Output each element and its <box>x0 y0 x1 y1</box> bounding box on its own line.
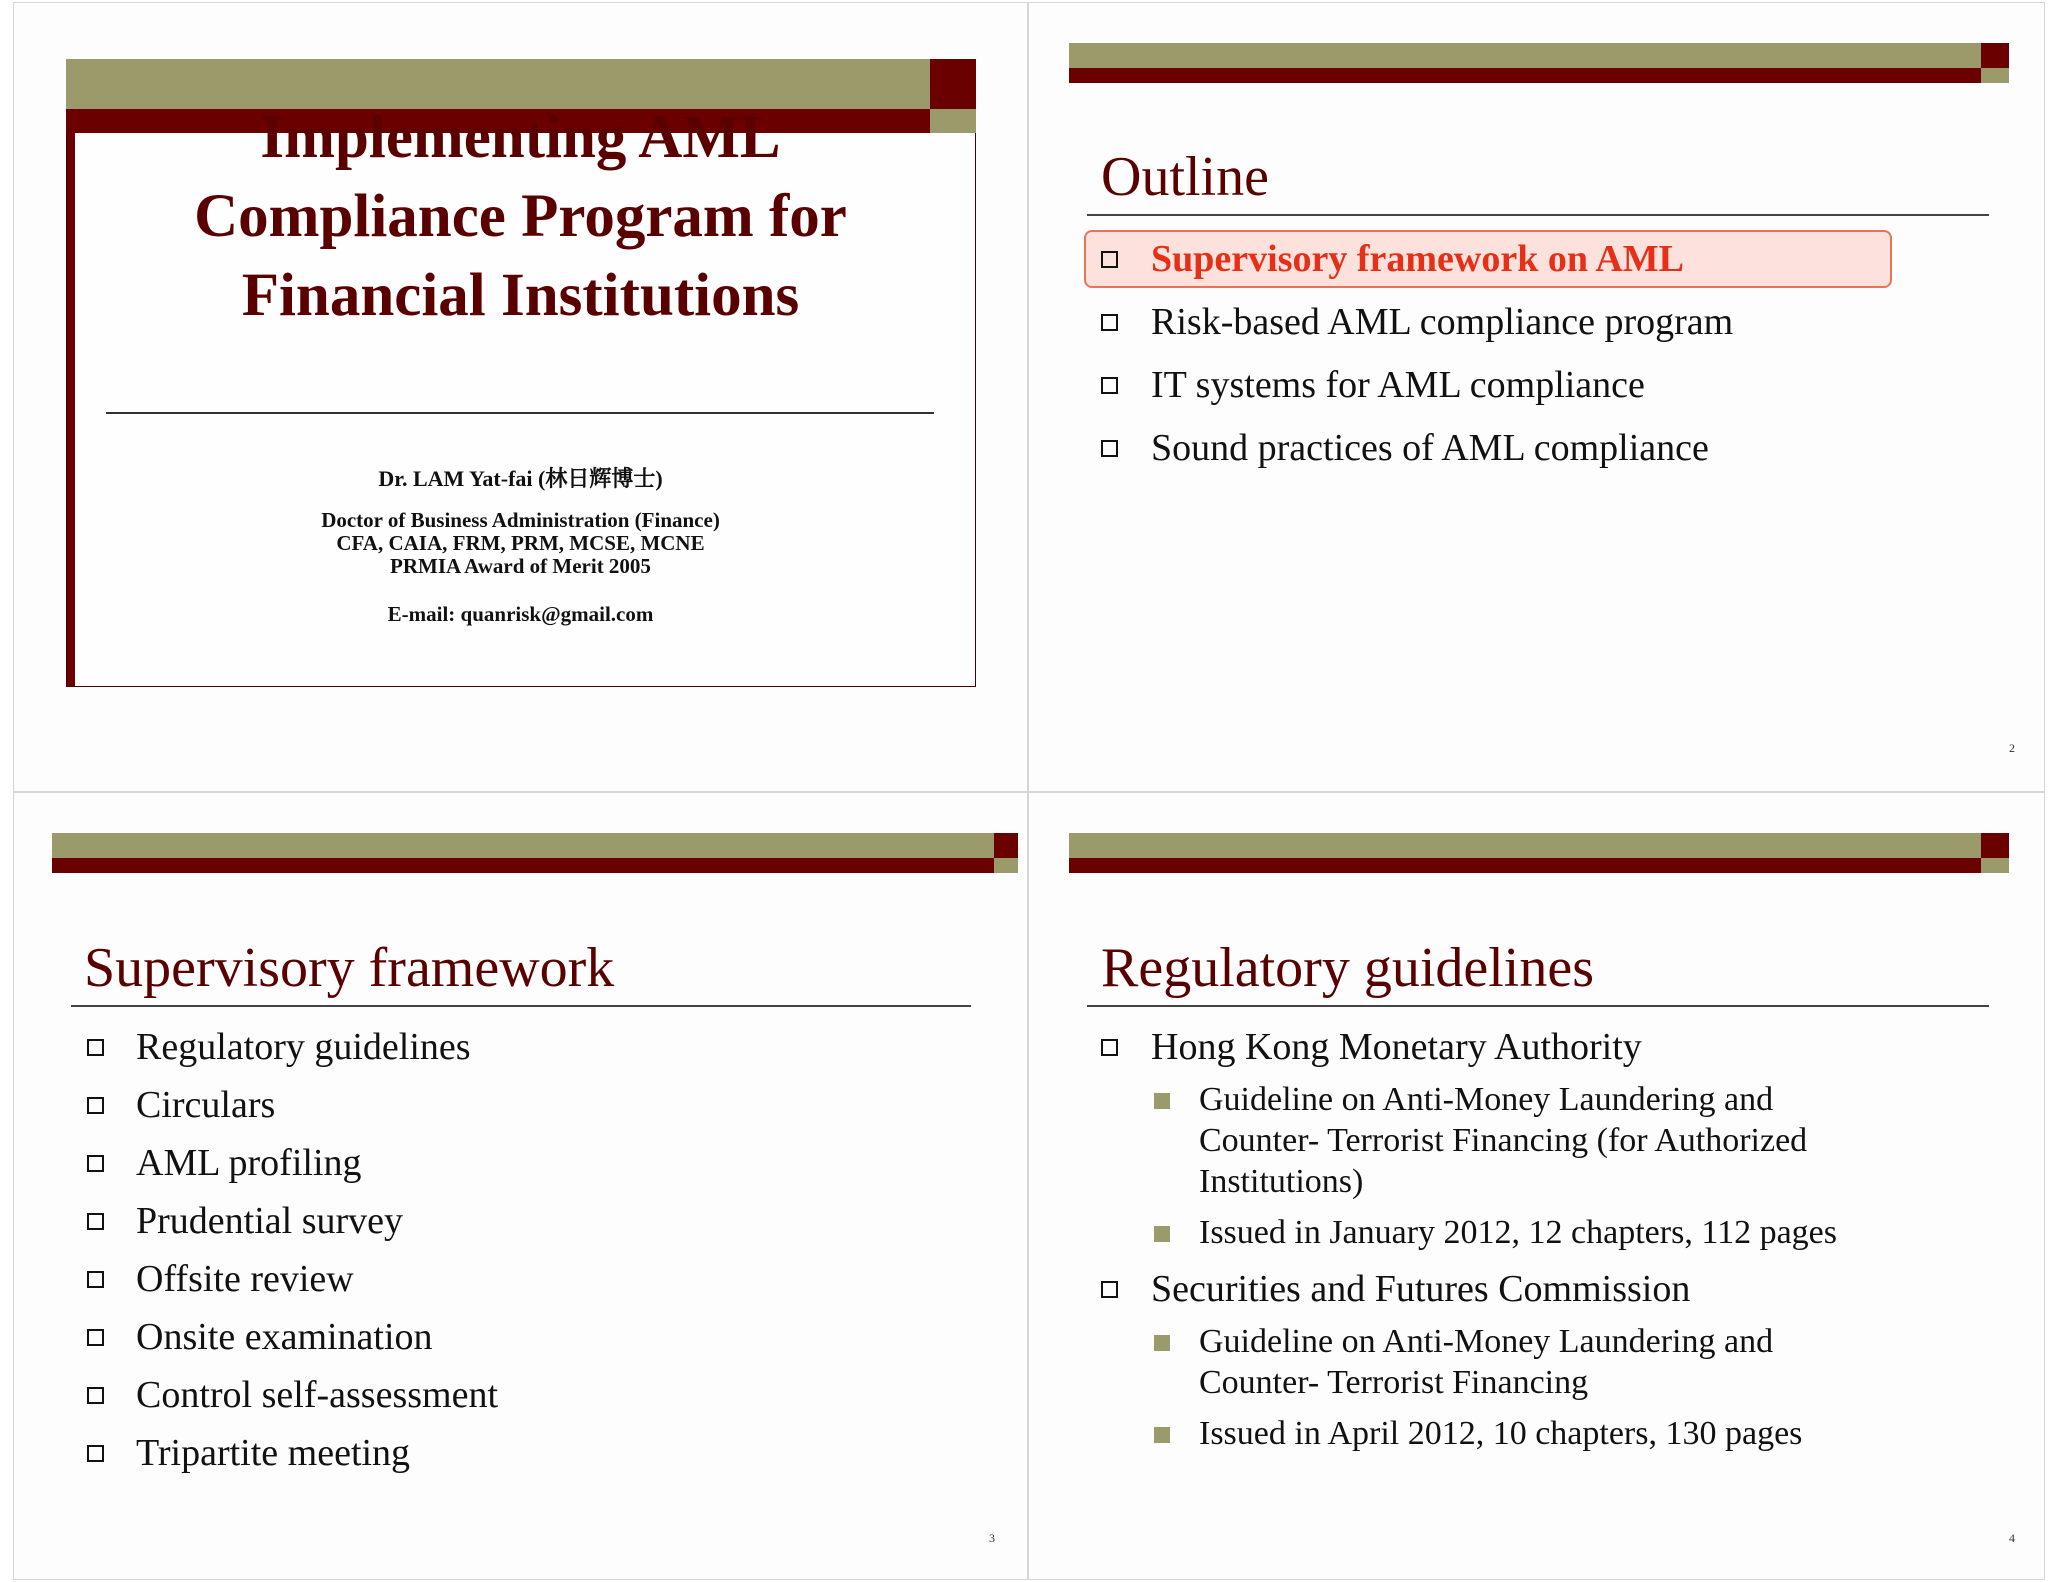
title-line: Financial Institutions <box>241 262 800 329</box>
sub-item-line: Guideline on Anti-Money Laundering and <box>1199 1081 1774 1118</box>
list-item: Control self-assessment <box>136 1374 499 1416</box>
title-divider <box>106 412 934 414</box>
list-item: AML profiling <box>136 1142 362 1184</box>
author-email: E-mail: quanrisk@gmail.com <box>387 602 654 626</box>
section-heading: Hong Kong Monetary Authority <box>1151 1026 1642 1068</box>
sub-item-line: Issued in January 2012, 12 chapters, 112 pages <box>1199 1214 1837 1251</box>
page-number: 3 <box>989 1531 995 1545</box>
bullet-box-icon <box>1101 1281 1118 1298</box>
bullet-box-icon <box>1101 251 1118 268</box>
header-bar-olive <box>52 833 994 858</box>
header-square-red <box>994 833 1018 858</box>
sub-item-line: Guideline on Anti-Money Laundering and <box>1199 1323 1774 1360</box>
sub-item-line: Counter- Terrorist Financing <box>1199 1364 1589 1401</box>
bullet-box-icon <box>87 1213 104 1230</box>
sub-bullet-square-icon <box>1154 1427 1170 1443</box>
bullet-box-icon <box>1101 314 1118 331</box>
header-square-olive <box>1981 858 2009 873</box>
outline-item-active: Supervisory framework on AML <box>1151 238 1685 280</box>
list-item: Tripartite meeting <box>136 1432 411 1474</box>
header-bar-red <box>52 858 1018 873</box>
slide-1 <box>13 2 1028 792</box>
sub-bullet-square-icon <box>1154 1335 1170 1351</box>
title-line: Implementing AML <box>260 104 781 171</box>
sub-item-line: Issued in April 2012, 10 chapters, 130 pages <box>1199 1415 1803 1452</box>
title-line: Compliance Program for <box>194 183 847 250</box>
slide-title: Regulatory guidelines <box>1101 937 1595 999</box>
author-name: Dr. LAM Yat-fai (林日辉博士) <box>378 466 663 491</box>
sub-item-line: Counter- Terrorist Financing (for Authorized <box>1199 1122 1808 1159</box>
slide-title: Outline <box>1101 146 1269 208</box>
slide-2 <box>1028 2 2045 792</box>
outline-item: Sound practices of AML compliance <box>1151 427 1709 469</box>
bullet-box-icon <box>87 1387 104 1404</box>
header-square-red <box>1981 833 2009 858</box>
credential-line: CFA, CAIA, FRM, PRM, MCSE, MCNE <box>336 531 705 555</box>
header-square-red <box>1981 43 2009 68</box>
title-underline <box>1087 214 1989 216</box>
page-number: 4 <box>2009 1531 2015 1545</box>
header-bar-red <box>1069 68 2009 83</box>
title-underline <box>1087 1005 1989 1007</box>
outline-item: IT systems for AML compliance <box>1151 364 1645 406</box>
header-bar-red <box>1069 858 2009 873</box>
outline-item: Risk-based AML compliance program <box>1151 301 1734 343</box>
bullet-box-icon <box>1101 377 1118 394</box>
list-item: Circulars <box>136 1084 276 1126</box>
bullet-box-icon <box>87 1445 104 1462</box>
list-item: Regulatory guidelines <box>136 1026 471 1068</box>
slide-title: Supervisory framework <box>84 937 615 999</box>
bullet-box-icon <box>87 1097 104 1114</box>
slide-3 <box>13 792 1028 1580</box>
credential-line: Doctor of Business Administration (Finance) <box>321 508 720 532</box>
page-number: 2 <box>2009 741 2015 755</box>
section-heading: Securities and Futures Commission <box>1151 1268 1691 1310</box>
header-square-olive <box>994 858 1018 873</box>
list-item: Onsite examination <box>136 1316 433 1358</box>
sub-bullet-square-icon <box>1154 1093 1170 1109</box>
bullet-box-icon <box>87 1039 104 1056</box>
bullet-box-icon <box>87 1329 104 1346</box>
credential-line: PRMIA Award of Merit 2005 <box>390 554 651 578</box>
header-square-olive <box>1981 68 2009 83</box>
header-bar-olive <box>1069 833 1981 858</box>
bullet-box-icon <box>1101 440 1118 457</box>
list-item: Prudential survey <box>136 1200 404 1242</box>
sub-bullet-square-icon <box>1154 1226 1170 1242</box>
presentation-title <box>64 98 977 335</box>
bullet-box-icon <box>1101 1039 1118 1056</box>
header-bar-olive <box>1069 43 1981 68</box>
bullet-box-icon <box>87 1271 104 1288</box>
sub-item-line: Institutions) <box>1199 1163 1364 1200</box>
slide-4 <box>1028 792 2045 1580</box>
bullet-box-icon <box>87 1155 104 1172</box>
list-item: Offsite review <box>136 1258 354 1300</box>
title-underline <box>71 1005 971 1007</box>
